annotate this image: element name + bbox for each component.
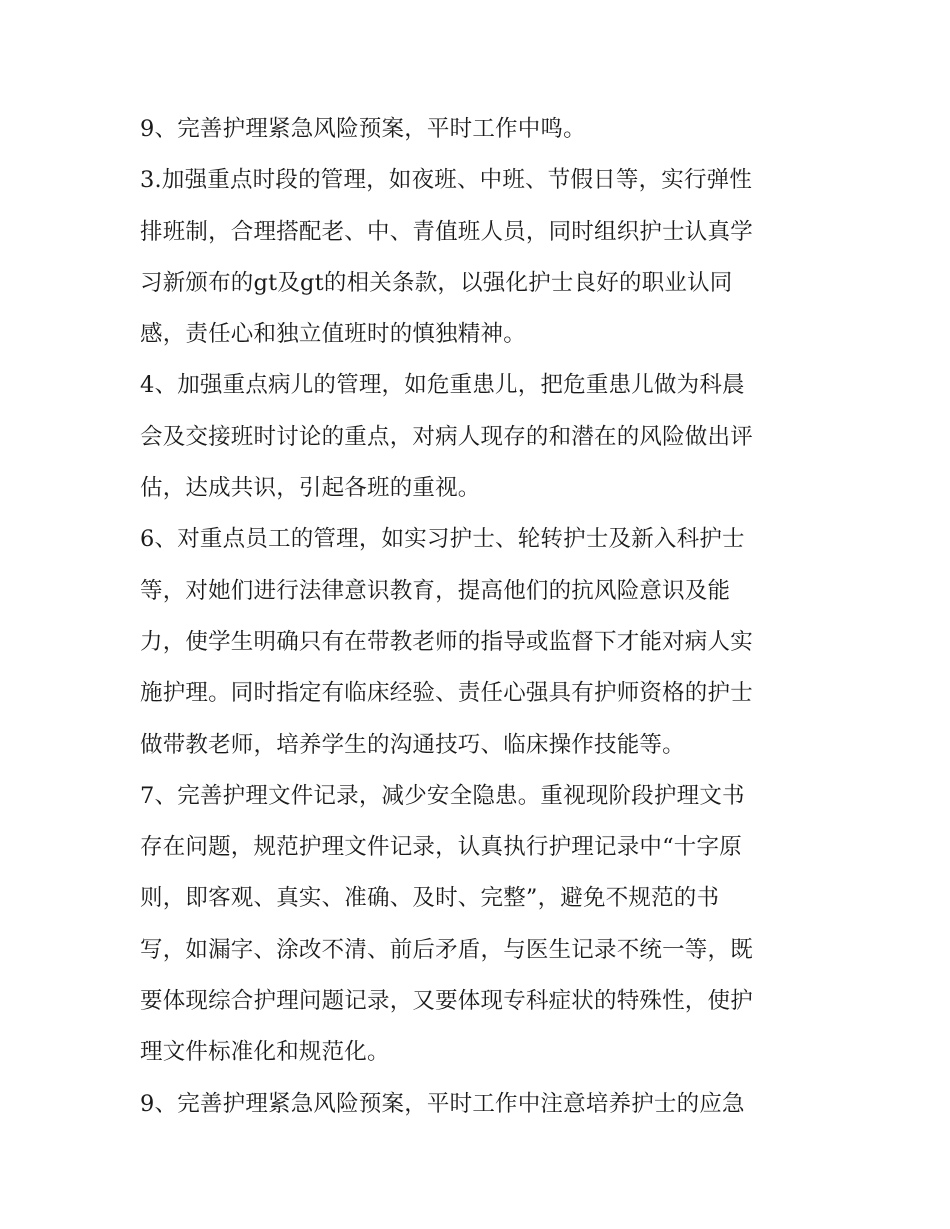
text-line: 等，对她们进行法律意识教育，提高他们的抗风险意识及能 xyxy=(140,577,731,604)
paragraph-2 xyxy=(140,155,820,360)
text-line: 施护理。同时指定有临床经验、责任心强具有护师资格的护士 xyxy=(140,680,753,707)
text-line: 习新颁布的gt及gt的相关条款，以强化护士良好的职业认同 xyxy=(140,269,733,296)
text-line: 会及交接班时讨论的重点，对病人现存的和潜在的风险做出评 xyxy=(140,423,753,450)
text-line: 排班制，合理搭配老、中、青值班人员，同时组织护士认真学 xyxy=(140,218,753,245)
text-line: 则，即客观、真实、准确、及时、完整”，避免不规范的书 xyxy=(140,885,720,912)
text-line: 理文件标准化和规范化。 xyxy=(140,1039,390,1066)
paragraph-1 xyxy=(140,104,820,155)
text-line: 存在问题，规范护理文件记录，认真执行护理记录中“十字原 xyxy=(140,834,742,861)
text-line: 感，责任心和独立值班时的慎独精神。 xyxy=(140,321,526,348)
paragraph-4 xyxy=(140,514,820,770)
text-line: 3.加强重点时段的管理，如夜班、中班、节假日等，实行弹性 xyxy=(140,167,753,194)
paragraph-5 xyxy=(140,771,820,1079)
paragraph-3 xyxy=(140,360,820,514)
text-line: 估，达成共识，引起各班的重视。 xyxy=(140,475,481,502)
text-line: 要体现综合护理问题记录，又要体现专科症状的特殊性，使护 xyxy=(140,988,753,1015)
document-body xyxy=(140,104,820,1130)
text-line: 7、完善护理文件记录，减少安全隐患。重视现阶段护理文书 xyxy=(140,782,745,809)
text-line: 力，使学生明确只有在带教老师的指导或监督下才能对病人实 xyxy=(140,628,753,655)
text-line: 9、完善护理紧急风险预案，平时工作中注意培养护士的应急 xyxy=(140,1090,745,1117)
text-line: 写，如漏字、涂改不清、前后矛盾，与医生记录不统一等，既 xyxy=(140,936,753,963)
paragraph-6 xyxy=(140,1079,820,1130)
text-line: 6、对重点员工的管理，如实习护士、轮转护士及新入科护士 xyxy=(140,526,745,553)
text-line: 做带教老师，培养学生的沟通技巧、临床操作技能等。 xyxy=(140,731,685,758)
text-line: 9、完善护理紧急风险预案，平时工作中鸣。 xyxy=(140,116,586,142)
text-line: 4、加强重点病儿的管理，如危重患儿，把危重患儿做为科晨 xyxy=(140,372,745,399)
